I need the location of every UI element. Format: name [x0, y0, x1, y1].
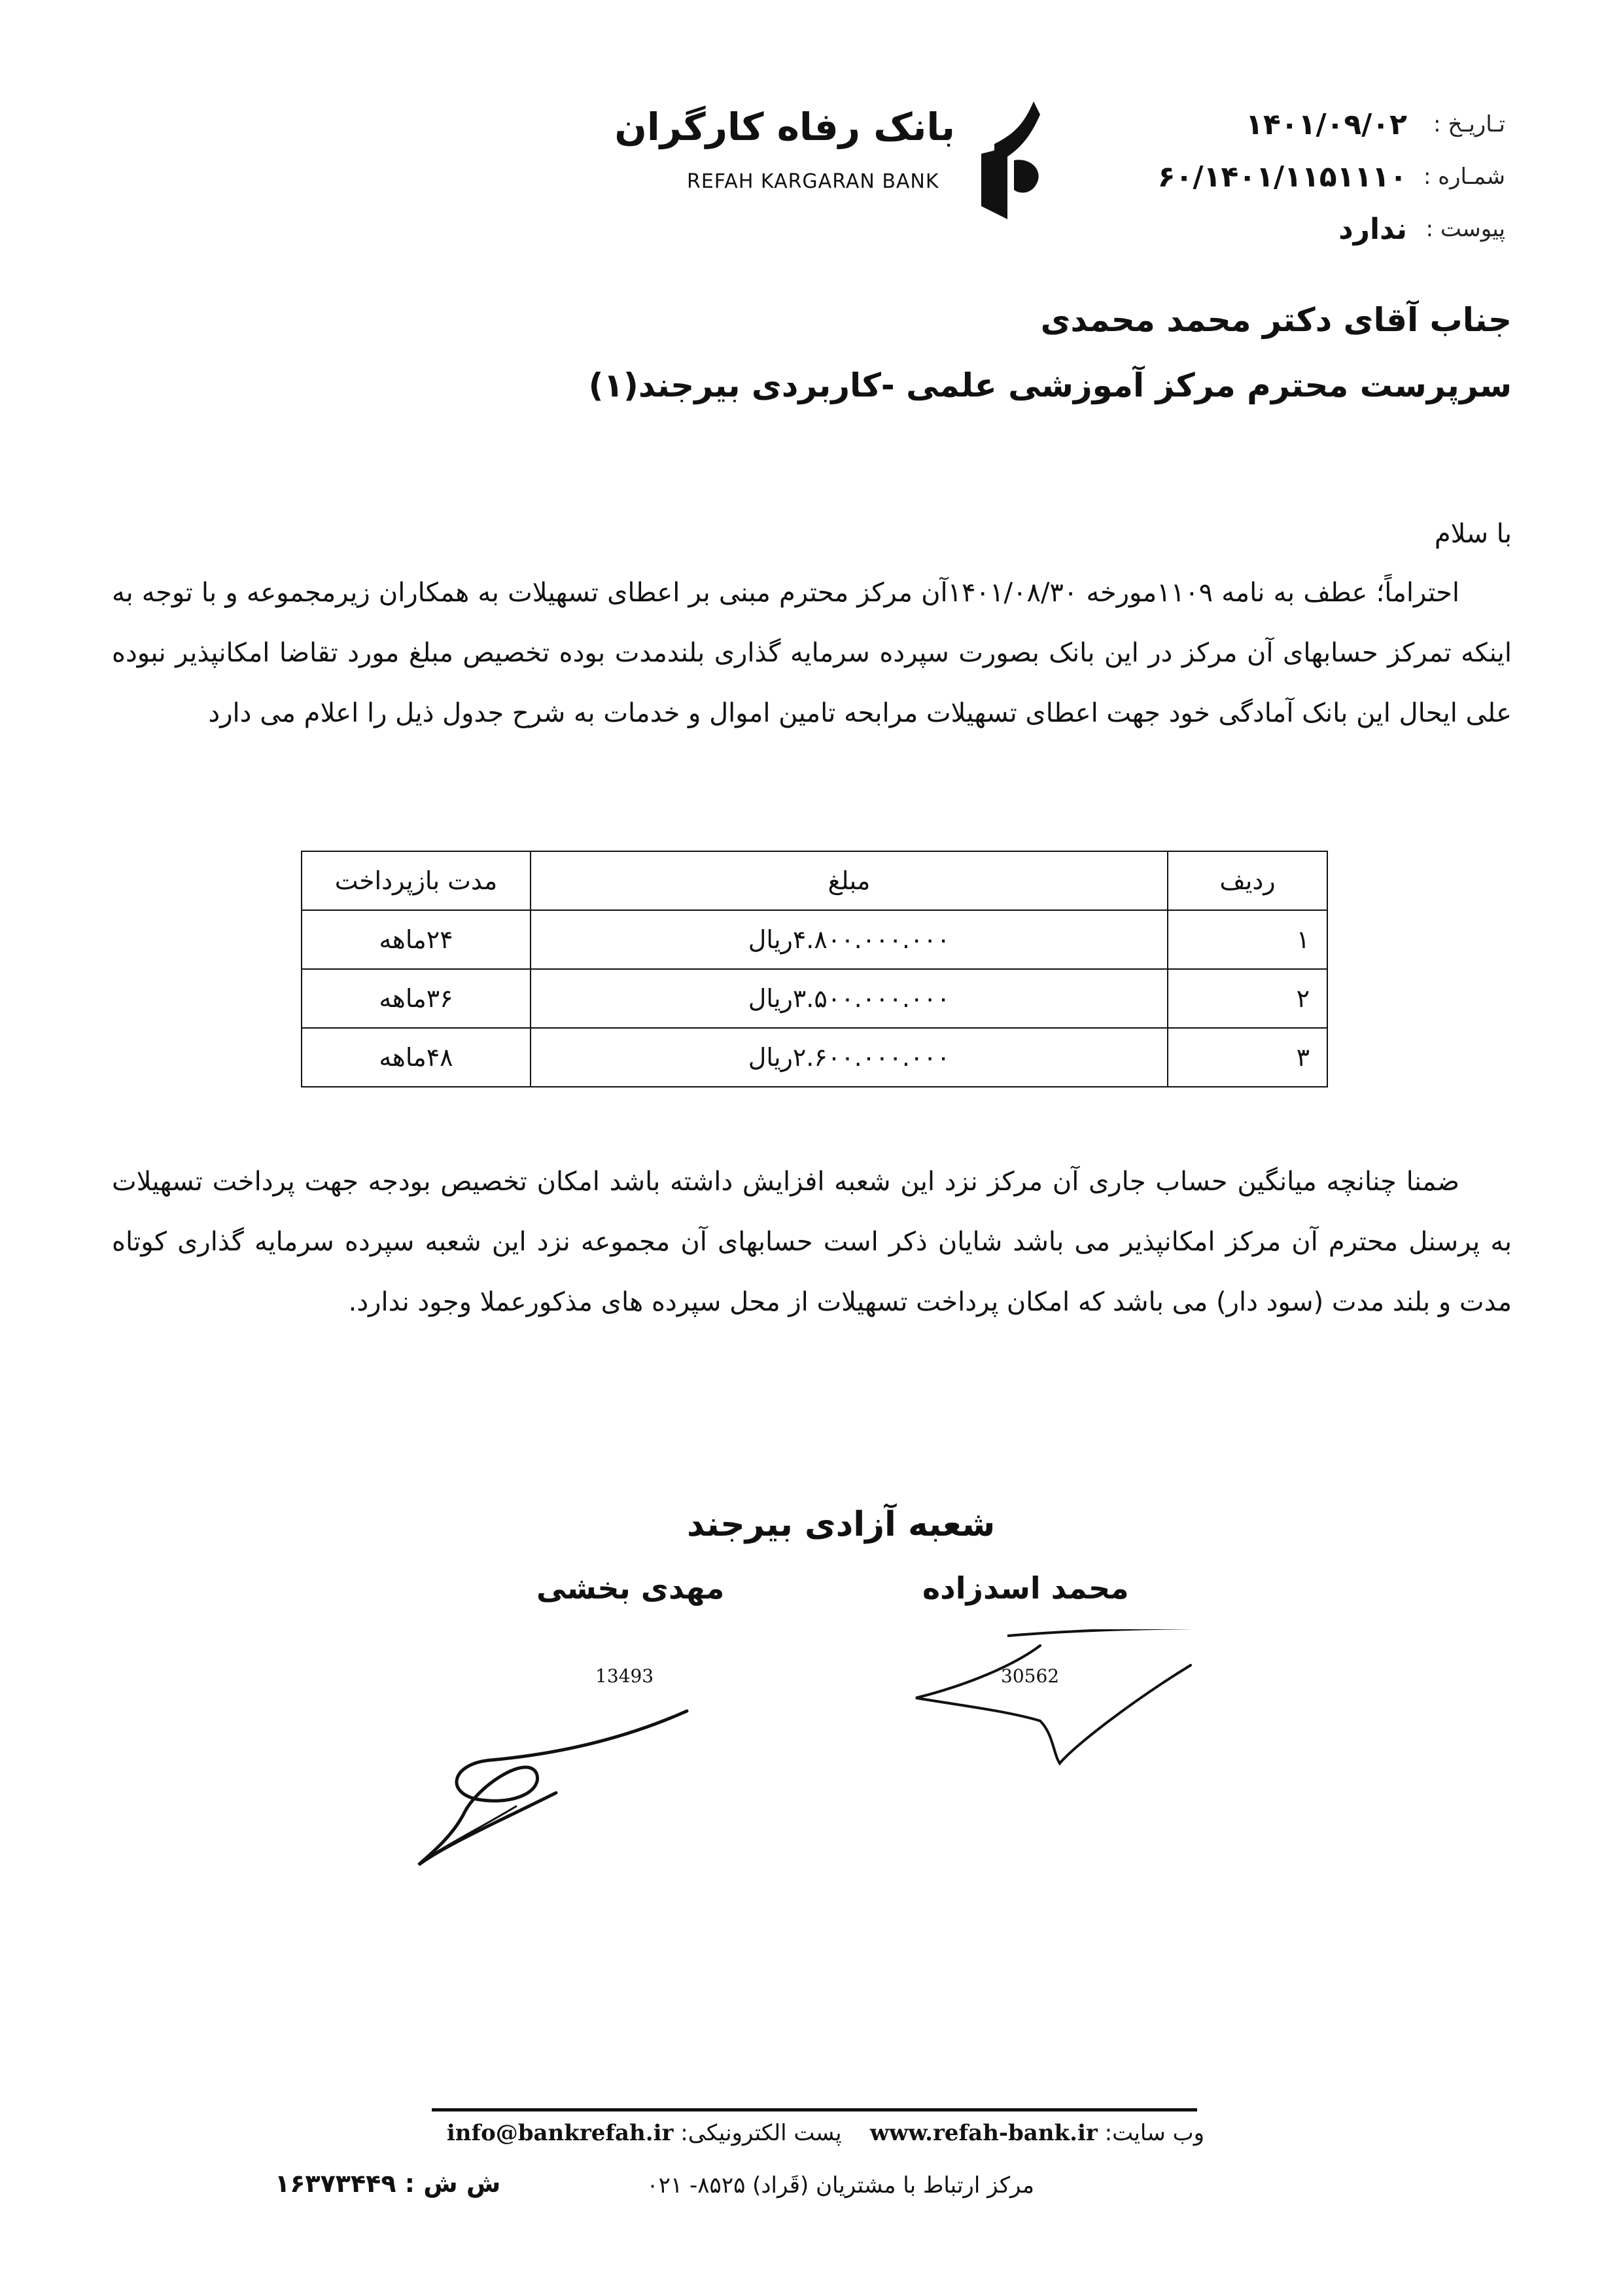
- contact-number: ۸۵۲۵- ۰۲۱: [646, 2172, 746, 2199]
- bank-logo: [614, 98, 1053, 222]
- cell-amount: ۳.۵۰۰.۰۰۰.۰۰۰ریال: [531, 969, 1168, 1028]
- signer-left-code: 13493: [595, 1665, 654, 1687]
- header-amount: مبلغ: [531, 851, 1168, 910]
- cell-row-number: ۳: [1168, 1028, 1327, 1087]
- email-label: پست الکترونیکی:: [680, 2120, 842, 2146]
- footer-registration: [275, 2169, 500, 2198]
- website-label: وب سایت:: [1104, 2120, 1204, 2146]
- cell-duration: ۲۴ماهه: [302, 910, 531, 969]
- registration-value: ۱۶۳۷۳۴۴۹: [275, 2169, 396, 2198]
- bank-emblem-icon: [968, 98, 1053, 222]
- footer-divider: [432, 2108, 1197, 2111]
- cell-duration: ۳۶ماهه: [302, 969, 531, 1028]
- signer-right-name: محمد اسدزاده: [922, 1570, 1129, 1606]
- header-duration: مدت بازپرداخت: [302, 851, 531, 910]
- table-header-row: [302, 851, 1327, 910]
- number-label: شمـاره :: [1423, 164, 1505, 190]
- table-row: [302, 1028, 1327, 1087]
- number-value: ۶۰/۱۴۰۱/۱۱۵۱۱۱۰: [1157, 160, 1407, 194]
- table-row: [302, 969, 1327, 1028]
- attachment-row: [1139, 203, 1505, 255]
- signature-right-icon: [903, 1629, 1204, 1786]
- attachment-label: پیوست :: [1425, 216, 1505, 242]
- greeting: با سلام: [1434, 519, 1512, 549]
- date-value: ۱۴۰۱/۰۹/۰۲: [1246, 107, 1407, 141]
- email-link[interactable]: info@bankrefah.ir: [446, 2120, 674, 2146]
- website-link[interactable]: www.refah-bank.ir: [869, 2120, 1098, 2146]
- recipient-title: سرپرست محترم مرکز آموزشی علمی -کاربردی بیرجند(۱): [588, 366, 1512, 404]
- recipient-name: جناب آقای دکتر محمد محمدی: [1040, 301, 1512, 339]
- number-row: [1139, 150, 1505, 203]
- paragraph-1: احتراماً؛ عطف به نامه ۱۱۰۹مورخه ۱۴۰۱/۰۸/۳۰آن مرکز محترم مبنی بر اعطای تسهیلات به همکاران زیرمجموعه و با توجه به اینکه تمرکز حسابهای آن مرکز در این بانک بصورت سپرده سرمایه گذاری بلندمدت بوده تخصیص مبلغ مورد تقاضا امکانپذیر نبوده علی ایحال این بانک آمادگی خود جهت اعطای تسهیلات مرابحه تامین اموال و خدمات به شرح جدول ذیل را اعلام می دارد: [112, 578, 1512, 728]
- signature-left-icon: [406, 1701, 720, 1871]
- signer-right-code: 30562: [1001, 1665, 1060, 1687]
- contact-label: مرکز ارتباط با مشتریان (قَراد): [752, 2172, 1034, 2199]
- cell-duration: ۴۸ماهه: [302, 1028, 531, 1087]
- attachment-value: ندارد: [1338, 212, 1407, 246]
- cell-amount: ۴.۸۰۰.۰۰۰.۰۰۰ریال: [531, 910, 1168, 969]
- logo-name-en: REFAH KARGARAN BANK: [687, 170, 939, 193]
- date-row: [1139, 98, 1505, 150]
- branch-name: شعبه آزادی بیرجند: [687, 1505, 996, 1544]
- facilities-table: [301, 851, 1328, 1087]
- header-row-number: ردیف: [1168, 851, 1327, 910]
- cell-row-number: ۲: [1168, 969, 1327, 1028]
- cell-row-number: ۱: [1168, 910, 1327, 969]
- cell-amount: ۲.۶۰۰.۰۰۰.۰۰۰ریال: [531, 1028, 1168, 1087]
- footer-line-1: [447, 2120, 1204, 2146]
- registration-label: ش ش :: [404, 2169, 501, 2198]
- date-label: تـاریـخ :: [1433, 111, 1505, 137]
- paragraph-2: ضمنا چنانچه میانگین حساب جاری آن مرکز نزد این شعبه افزایش داشته باشد امکان تخصیص بودجه جهت پرداخت تسهیلات به پرسنل محترم آن مرکز امکانپذیر می باشد شایان ذکر است حسابهای آن مجموعه نزد این شعبه سپرده سرمایه گذاری کوتاه مدت و بلند مدت (سود دار) می باشد که امکان پرداخت تسهیلات از محل سپرده های مذکورعملا وجود ندارد.: [112, 1167, 1512, 1317]
- signer-left-name: مهدی بخشی: [536, 1570, 725, 1606]
- footer-contact: [646, 2172, 1034, 2199]
- table-row: [302, 910, 1327, 969]
- logo-name-fa: بانک رفاه کارگران: [614, 105, 955, 149]
